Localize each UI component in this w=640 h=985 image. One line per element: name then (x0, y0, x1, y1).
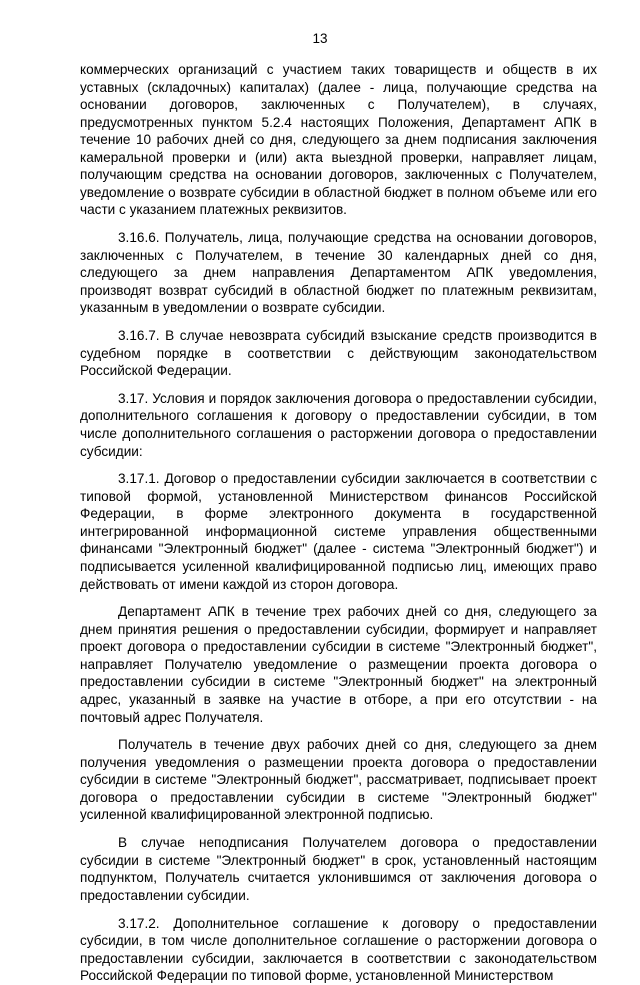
paragraph-3-17-2: 3.17.2. Дополнительное соглашение к договору о предоставлении субсидии, в том числе дополнительное соглашение о расторжении договора о предоставлении субсидии, заключается в соответствии с законодательством Российской Федерации по типовой форме, установленной Министерством (80, 915, 597, 984)
paragraph-recipient-signing: Получатель в течение двух рабочих дней со дня, следующего за днем получения уведомления о размещении проекта договора о предоставлении субсидии в системе "Электронный бюджет", рассматривает, подписывает проект договора о предоставлении субсидии в системе "Электронный бюджет" усиленной квалифицированной электронной подписью. (80, 737, 597, 823)
paragraph-3-17-1: 3.17.1. Договор о предоставлении субсидии заключается в соответствии с типовой формой, установленной Министерством финансов Российской Федерации, в форме электронного документа в государственной интегрированной информационной системе управления общественными финансами "Электронный бюджет" (далее - система "Электронный бюджет") и подписывается усиленной квалифицированной подписью лиц, имеющих право действовать от имени каждой из сторон договора. (80, 471, 597, 592)
paragraph-3-16-6: 3.16.6. Получатель, лица, получающие средства на основании договоров, заключенных с Получателем, в течение 30 календарных дней со дня, следующего за днем направления Департаментом АПК уведомления, производят возврат субсидий в областной бюджет по платежным реквизитам, указанным в уведомлении о возврате субсидии. (80, 230, 597, 316)
paragraph-3-16-7: 3.16.7. В случае невозврата субсидий взыскание средств производится в судебном порядке в соответствии с действующим законодательством Российской Федерации. (80, 328, 597, 379)
paragraph-continuation: коммерческих организаций с участием таких товариществ и обществ в их уставных (складочных) капиталах) (далее - лица, получающие средства на основании договоров, заключенных с Получателем), в случаях, предусмотренных пунктом 5.2.4 настоящих Положения, Департамент АПК в течение 10 рабочих дней со дня, следующего за днем подписания заключения камеральной проверки и (или) акта выездной проверки, направляет лицам, получающим средства на основании договоров, заключенных с Получателем, уведомление о возврате субсидии в областной бюджет в полном объеме или его части с указанием платежных реквизитов. (80, 62, 597, 218)
paragraph-3-17: 3.17. Условия и порядок заключения договора о предоставлении субсидии, дополнительного соглашения к договору о предоставлении субсидии, в том числе дополнительного соглашения о расторжении договора о предоставлении субсидии: (80, 390, 597, 459)
document-body (80, 61, 597, 985)
paragraph-department-apk: Департамент АПК в течение трех рабочих дней со дня, следующего за днем принятия решения о предоставлении субсидии, формирует и направляет проект договора о предоставлении субсидии в системе "Электронный бюджет", направляет Получателю уведомление о размещении проекта договора о предоставлении субсидии в системе "Электронный бюджет" на электронный адрес, указанный в заявке на участие в отборе, а при его отсутствии - на почтовый адрес Получателя. (80, 604, 597, 725)
page-number: 13 (312, 31, 328, 46)
paragraph-non-signing: В случае неподписания Получателем договора о предоставлении субсидии в системе "Электронный бюджет" в срок, установленный настоящим подпунктом, Получатель считается уклонившимся от заключения договора о предоставлении субсидии. (80, 835, 597, 903)
